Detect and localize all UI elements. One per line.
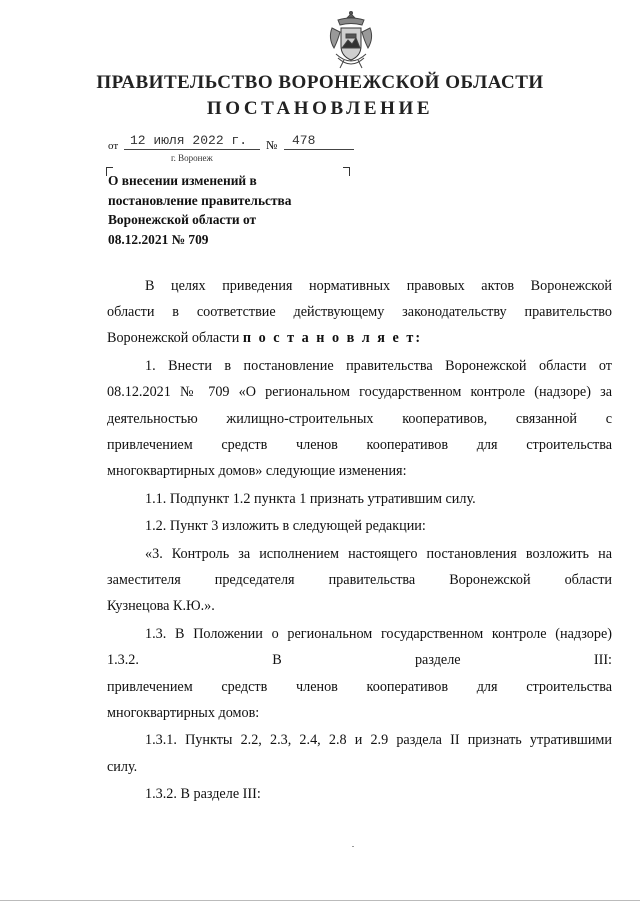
- preamble-line: [107, 325, 612, 351]
- date-underline: [124, 149, 260, 150]
- item-1-line: деятельностью жилищно-строительных кооперативов, связанной с: [107, 410, 612, 427]
- date-prefix: от: [108, 140, 119, 152]
- city-label: г. Воронеж: [171, 153, 213, 163]
- preamble-text: Воронежской области: [107, 330, 240, 347]
- subject-line: постановление правительства: [108, 192, 292, 208]
- item-1-line: многоквартирных домов» следующие изменения:: [107, 462, 407, 479]
- number-underline: [284, 149, 354, 150]
- number-label: №: [266, 138, 278, 152]
- preamble-line: области в соответствие действующему законодательству правительство: [107, 304, 612, 321]
- resolves-word: п о с т а н о в л я е т:: [242, 330, 423, 347]
- date-number-line: [108, 134, 368, 154]
- item-1-line: 08.12.2021 № 709 «О региональном государственном контроле (надзоре) за: [107, 384, 612, 401]
- item-1-1: 1.1. Подпункт 1.2 пункта 1 признать утратившим силу.: [145, 490, 476, 507]
- item-1-line: 1. Внести в постановление правительства Воронежской области от: [145, 358, 612, 375]
- item-1-3-line: 1.3.2. В разделе III:: [107, 652, 612, 669]
- document-number: 478: [292, 133, 316, 148]
- preamble-line: В целях приведения нормативных правовых актов Воронежской: [145, 278, 612, 294]
- subject-line: Воронежской области от: [108, 212, 257, 227]
- organization-name: ПРАВИТЕЛЬСТВО ВОРОНЕЖСКОЙ ОБЛАСТИ: [96, 72, 544, 93]
- document-type: ПОСТАНОВЛЕНИЕ: [206, 98, 434, 119]
- document-body: [107, 273, 612, 808]
- subject-line: О внесении изменений в: [108, 173, 257, 188]
- item-1-3-line: 1.3. В Положении о региональном государственном контроле (надзоре): [145, 626, 612, 643]
- item-1-3-line: многоквартирных домов:: [107, 704, 260, 721]
- quote-line: «3. Контроль за исполнением настоящего постановления возложить на: [145, 546, 612, 563]
- scan-speck: [352, 846, 354, 847]
- item-1-3-line: привлечением средств членов кооперативов для строительства: [107, 678, 612, 695]
- item-1-3-1-line: 1.3.1. Пункты 2.2, 2.3, 2.4, 2.8 и 2.9 раздела II признать утратившими: [145, 732, 612, 749]
- quote-line: заместителя председателя правительства Воронежской области: [107, 572, 612, 589]
- page-bottom-edge: [0, 900, 640, 901]
- item-1-2: 1.2. Пункт 3 изложить в следующей редакции:: [145, 518, 426, 535]
- document-date: 12 июля 2022 г.: [130, 133, 248, 148]
- item-1-line: привлечением средств членов кооперативов для строительства: [107, 436, 612, 453]
- subject-line: 08.12.2021 № 709: [108, 231, 209, 247]
- coat-of-arms-icon: [326, 10, 376, 72]
- quote-line: Кузнецова К.Ю.».: [107, 598, 215, 615]
- item-1-3-2: 1.3.2. В разделе III:: [145, 786, 261, 803]
- item-1-3-1-line: силу.: [107, 758, 138, 775]
- document-subject: [108, 171, 348, 249]
